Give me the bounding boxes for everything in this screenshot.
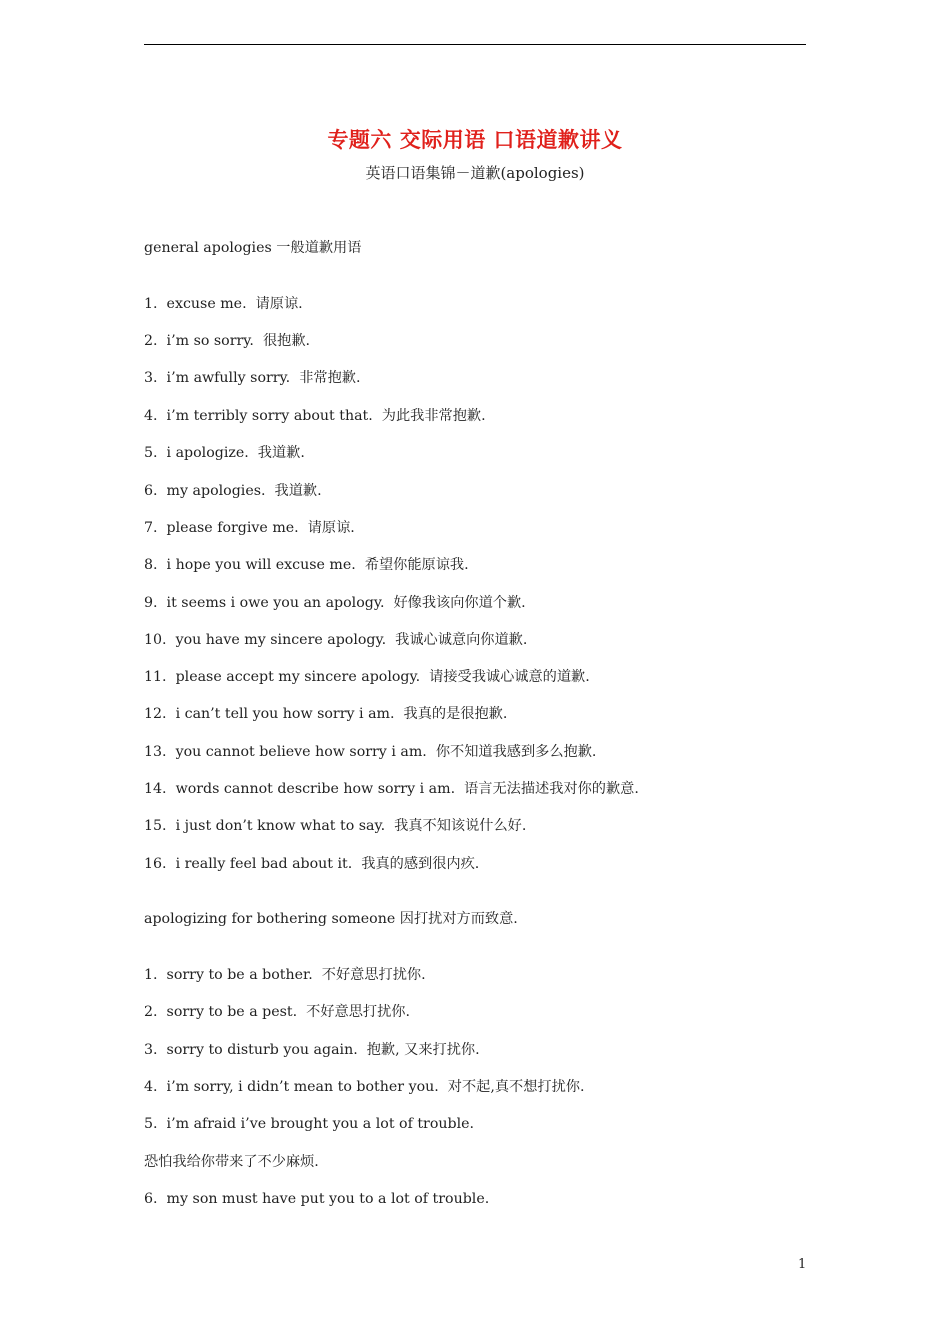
section-heading-bothering: apologizing for bothering someone 因打扰对方而致意. [144, 911, 518, 927]
page-number: 1 [798, 1257, 807, 1272]
list-item: 16. i really feel bad about it. 我真的感到很内疚. [144, 856, 480, 872]
list-item: 12. i can’t tell you how sorry i am. 我真的是很抱歉. [144, 706, 508, 722]
list-item: 5. i apologize. 我道歉. [144, 445, 305, 461]
list-item: 2. i’m so sorry. 很抱歉. [144, 333, 311, 349]
list-item: 11. please accept my sincere apology. 请接受我诚心诚意的道歉. [144, 669, 590, 685]
section-heading-general: general apologies 一般道歉用语 [144, 240, 362, 256]
list-item: 1. excuse me. 请原谅. [144, 296, 303, 312]
list-item: 5. i’m afraid i’ve brought you a lot of trouble. [144, 1116, 475, 1132]
document-title: 专题六 交际用语 口语道歉讲义 [327, 127, 623, 152]
list-item: 6. my son must have put you to a lot of trouble. [144, 1191, 490, 1207]
list-item: 6. my apologies. 我道歉. [144, 483, 322, 499]
header-rule [144, 44, 806, 45]
list-item: 1. sorry to be a bother. 不好意思打扰你. [144, 967, 426, 983]
list-item: 7. please forgive me. 请原谅. [144, 520, 355, 536]
document-subtitle: 英语口语集锦－道歉(apologies) [365, 164, 585, 182]
list-item: 13. you cannot believe how sorry i am. 你不知道我感到多么抱歉. [144, 744, 597, 760]
list-item: 8. i hope you will excuse me. 希望你能原谅我. [144, 557, 469, 573]
list-item: 10. you have my sincere apology. 我诚心诚意向你道歉. [144, 632, 528, 648]
list-item: 3. sorry to disturb you again. 抱歉, 又来打扰你. [144, 1042, 480, 1058]
list-item: 15. i just don’t know what to say. 我真不知该说什么好. [144, 818, 527, 834]
list-item-translation: 恐怕我给你带来了不少麻烦. [144, 1154, 319, 1170]
list-item: 14. words cannot describe how sorry i am. 语言无法描述我对你的歉意. [144, 781, 639, 797]
list-item: 9. it seems i owe you an apology. 好像我该向你道个歉. [144, 595, 526, 611]
list-item: 4. i’m sorry, i didn’t mean to bother you. 对不起,真不想打扰你. [144, 1079, 585, 1095]
list-item: 2. sorry to be a pest. 不好意思打扰你. [144, 1004, 410, 1020]
list-item: 3. i’m awfully sorry. 非常抱歉. [144, 370, 361, 386]
list-item: 4. i’m terribly sorry about that. 为此我非常抱歉. [144, 408, 486, 424]
